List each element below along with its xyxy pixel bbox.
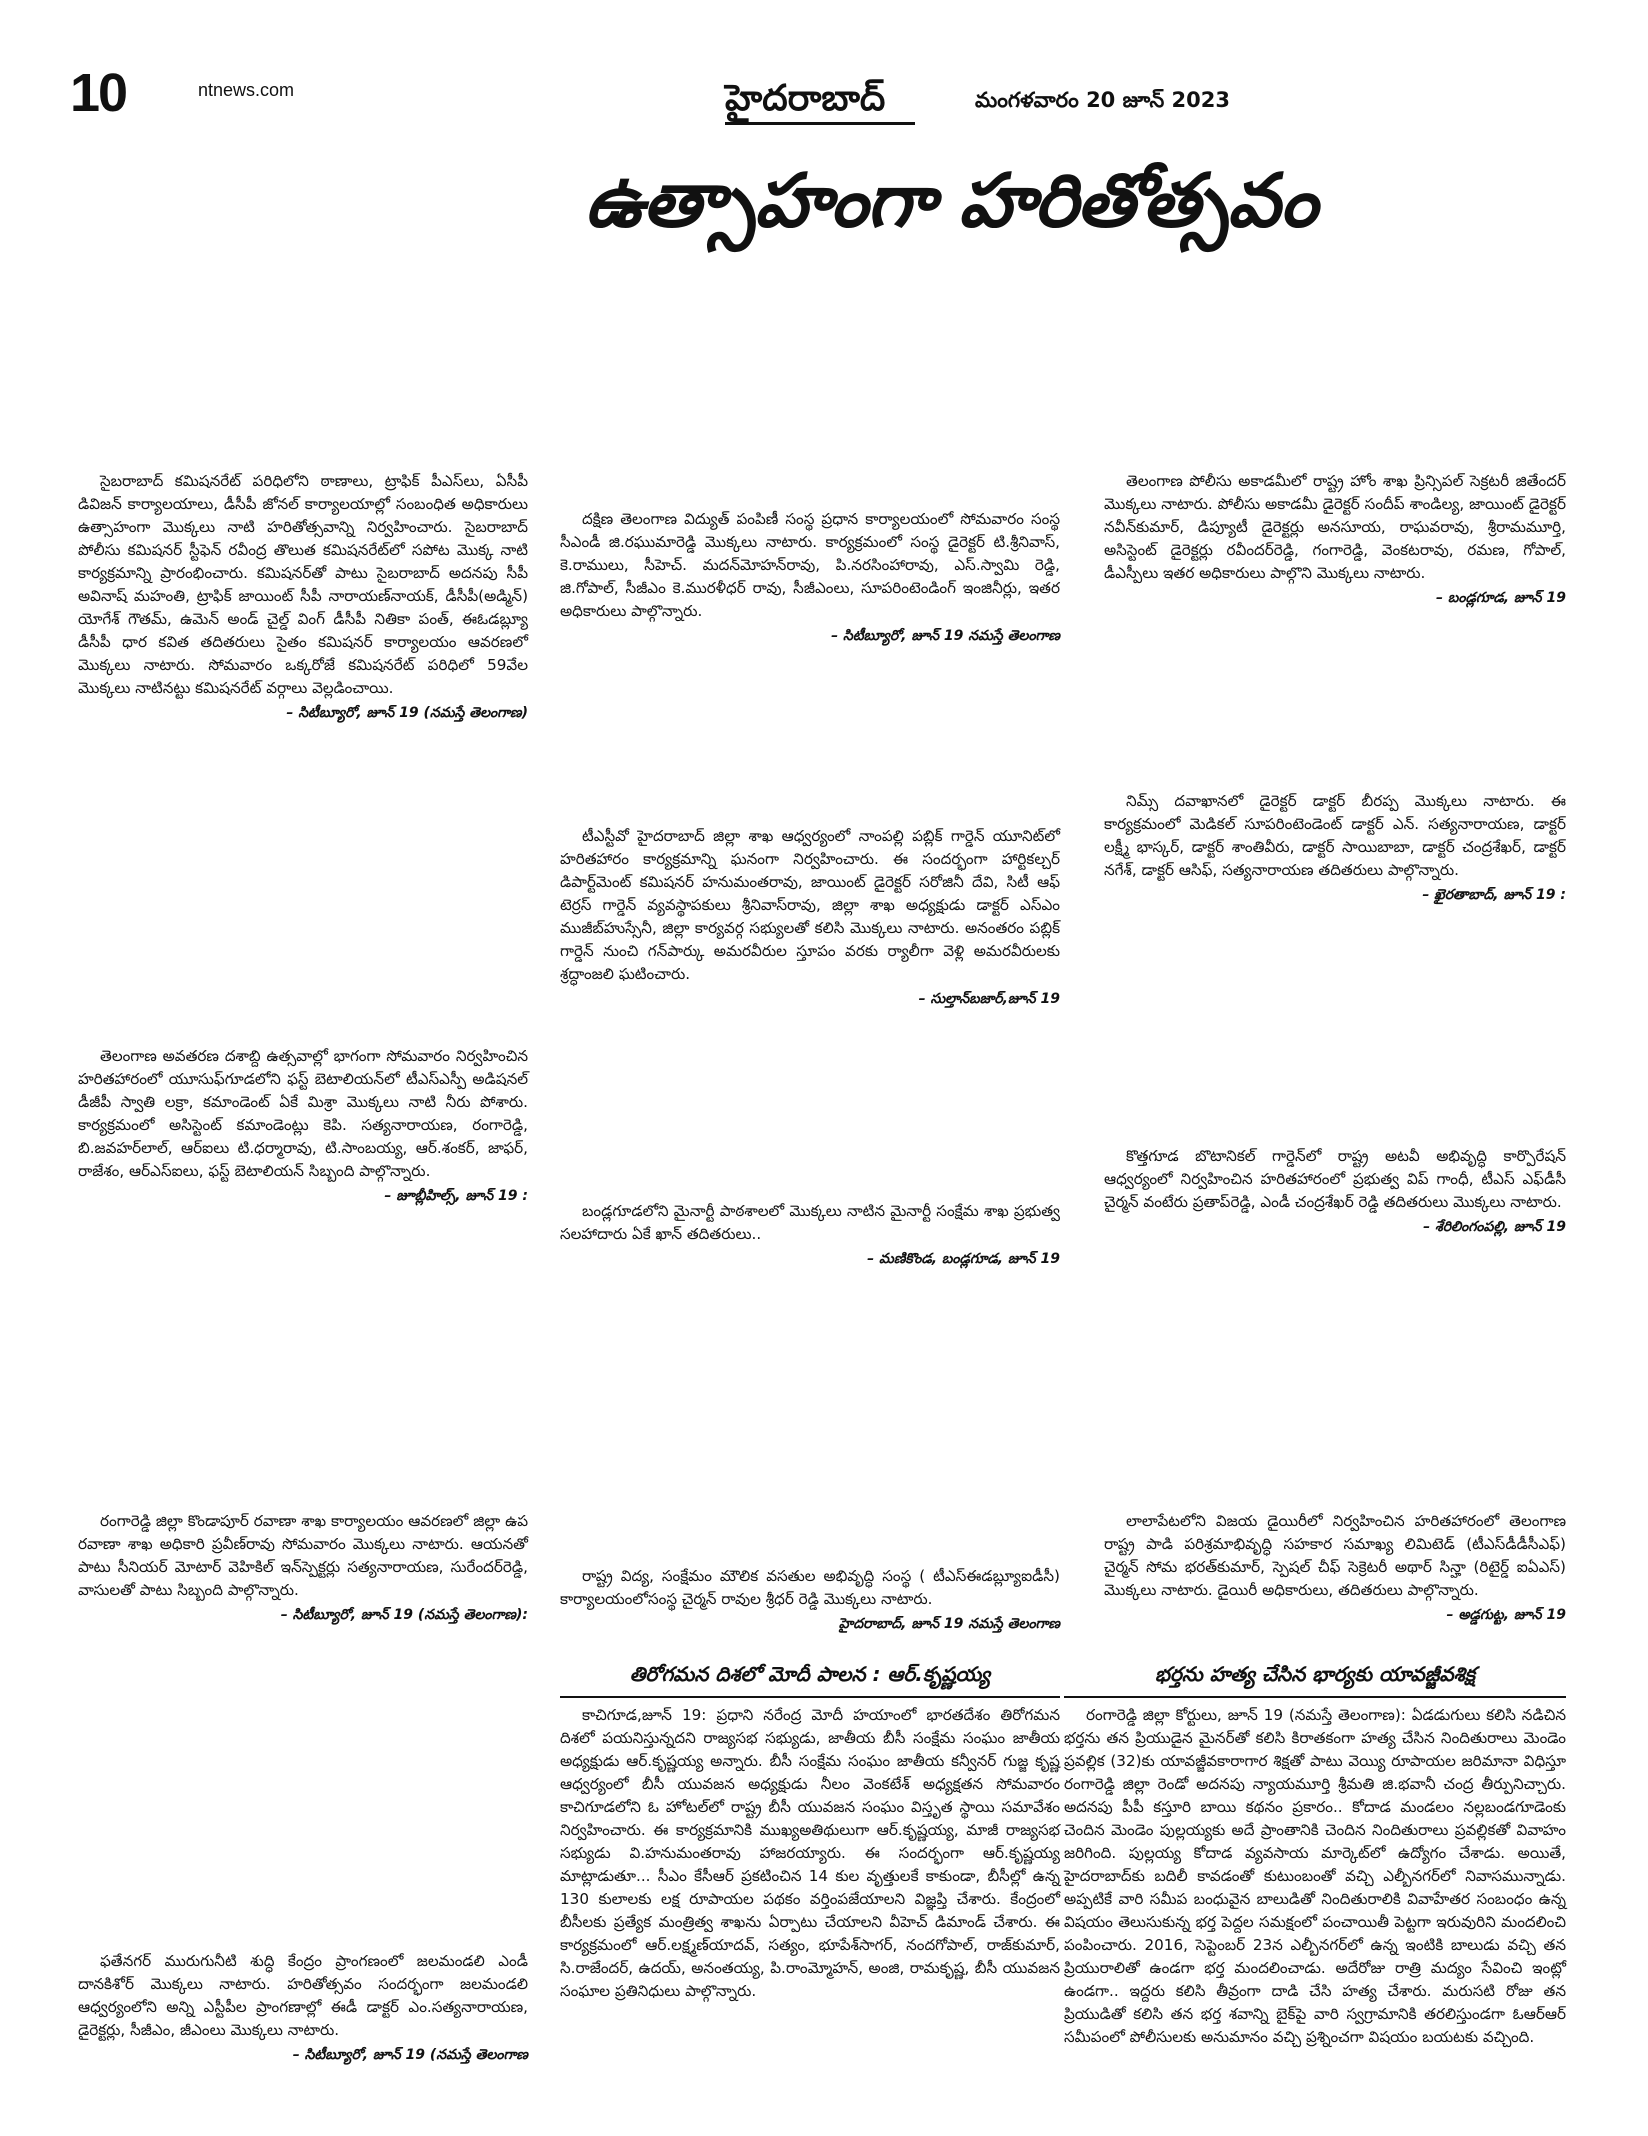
story-body: బండ్లగూడలోని మైనార్టీ పాఠశాలలో మొక్కలు నాటిన మైనార్టీ సంక్షేమ శాఖ ప్రభుత్వ సలహాదారు ఏకే ఖాన్‌ తదితరులు..: [560, 1202, 1060, 1243]
story-water-board: [78, 1950, 528, 2065]
story-minority-school: [560, 1200, 1060, 1269]
page-headline: ఉత్సాహంగా హరితోత్సవం: [585, 158, 1317, 244]
story-nims: [1104, 790, 1566, 905]
story-body: తెలంగాణ పోలీసు అకాడమీలో రాష్ట్ర హోం శాఖ ప్రిన్సిపల్‌ సెక్రటరీ జితేందర్‌ మొక్కలు నాటారు. పోలీసు అకాడమీ డైరెక్టర్‌ సందీప్‌ శాండిల్య, జాయింట్‌ డైరెక్టర్‌ నవీన్‌కుమార్‌, డిప్యూటీ డైరెక్టర్లు అనసూయ, రాఘవరావు, శ్రీరామమూర్తి, అసిస్టెంట్‌ డైరెక్టర్లు రవీందర్‌రెడ్డి, గంగారెడ్డి, వెంకటరావు, రమణ, గోపాల్‌, డీఎస్పీలు ఇతర అధికారులు పాల్గొని మొక్కలు నాటారు.: [1104, 472, 1566, 582]
feature-title-rule: [560, 1696, 1060, 1698]
site-url: ntnews.com: [198, 80, 295, 100]
page-number: 10: [70, 63, 127, 123]
feature-title: భర్తను హత్య చేసిన భార్యకు యావజ్జీవశిక్ష: [1154, 1662, 1476, 1686]
feature-body: రంగారెడ్డి జిల్లా కోర్టులు, జూన్‌ 19 (నమస్తే తెలంగాణ): ఏడడుగులు కలిసి నడిచిన భర్తను తన ప్రియుడైన మైనర్‌తో కలిసి కిరాతకంగా హత్య చేసిన నిందితురాలు మెండెం ప్రవల్లిక (32)కు యావజ్జీవకారాగార శిక్షతో పాటు వెయ్యి రూపాయల జరిమానా విధిస్తూ రంగారెడ్డి జిల్లా రెండో అదనపు న్యాయమూర్తి శ్రీమతి జి.భవానీ చంద్ర తీర్పునిచ్చారు. అదనపు పీపీ కస్తూరి బాయి కథనం ప్రకారం.. కోదాడ మండలం నల్లబండగూడెంకు చెందిన మెండెం పుల్లయ్యకు అదే ప్రాంతానికి చెందిన నిందితురాలు ప్రవల్లికతో వివాహం జరిగింది. పుల్లయ్య కోదాడ వ్యవసాయ మార్కెట్‌లో ఉద్యోగం చేశాడు. అయితే, హైదరాబాద్‌కు బదిలీ కావడంతో కుటుంబంతో వచ్చి ఎల్బీనగర్‌లో నివాసమున్నాడు. అప్పటికే వారి సమీప బంధువైన బాలుడితో నిందితురాలికి వివాహేతర సంబంధం ఉన్న విషయం తెలుసుకున్న భర్త పెద్దల సమక్షంలో పంచాయితీ పెట్టగా ఇరువురిని మందలించి పంపించారు. 2016, సెప్టెంబర్‌ 23న ఎల్బీనగర్‌లో ఉన్న ఇంటికి బాలుడు వచ్చి తన ప్రియురాలితో ఉండగా భర్త మందలించాడు. అదేరోజు రాత్రి మద్యం సేవించి ఇంట్లో ఉండగా.. ఇద్దరు కలిసి తీవ్రంగా దాడి చేసి హత్య చేశారు. మరుసటి రోజు తన ప్రియుడితో కలిసి తన భర్త శవాన్ని బైక్‌పై వారి స్వగ్రామానికి తరలిస్తుండగా ఓఆర్‌ఆర్‌ సమీపంలో పోలీసులకు అనుమానం వచ్చి ప్రశ్నించగా విషయం బయటకు వచ్చింది.: [1064, 1706, 1566, 2046]
story-first-battalion: [78, 1045, 528, 1206]
story-credit: – బండ్లగూడ, జూన్‌ 19: [1436, 590, 1566, 606]
story-credit: – అడ్డగుట్ట, జూన్‌ 19: [1446, 1607, 1566, 1623]
story-body: రంగారెడ్డి జిల్లా కొండాపూర్‌ రవాణా శాఖ కార్యాలయం ఆవరణలో జిల్లా ఉప రవాణా శాఖ అధికారి ప్రవీణ్‌రావు సోమవారం మొక్కలు నాటారు. ఆయనతో పాటు సీనియర్‌ మోటార్‌ వెహికిల్‌ ఇన్‌స్పెక్టర్లు సత్యనారాయణ, సురేందర్‌రెడ్డి, వాసులతో పాటు సిబ్బంది పాల్గొన్నారు.: [78, 1512, 528, 1599]
story-botanical-garden: [1104, 1145, 1566, 1237]
story-credit: – సిటీబ్యూరో, జూన్‌ 19 (నమస్తే తెలంగాణ):: [280, 1607, 528, 1623]
story-credit: – శేరిలింగంపల్లి, జూన్‌ 19: [1423, 1219, 1566, 1235]
story-body: కొత్తగూడ బొటానికల్‌ గార్డెన్‌లో రాష్ట్ర అటవీ అభివృద్ధి కార్పొరేషన్‌ ఆధ్వర్యంలో నిర్వహించిన హరితహారంలో ప్రభుత్వ విప్‌ గాంధీ, టీఎస్‌ ఎఫ్‌డీసీ చైర్మన్‌ వంటేరు ప్రతాప్‌రెడ్డి, ఎండీ చంద్రశేఖర్‌ రెడ్డి తదితరులు మొక్కలు నాటారు.: [1104, 1147, 1566, 1211]
feature-title: తిరోగమన దిశలో మోదీ పాలన : ఆర్‌.కృష్ణయ్య: [629, 1662, 991, 1686]
story-body: సైబరాబాద్‌ కమిషనరేట్‌ పరిధిలోని ఠాణాలు, ట్రాఫిక్‌ పీఎస్‌లు, ఏసీపీ డివిజన్‌ కార్యాలయాలు, డీసీపీ జోనల్‌ కార్యాలయాల్లో సంబంధిత అధికారులు ఉత్సాహంగా మొక్కలు నాటి హరితోత్సవాన్ని నిర్వహించారు. సైబరాబాద్‌ పోలీసు కమిషనర్‌ స్టీఫెన్‌ రవీంద్ర తొలుత కమిషనరేట్‌లో సపోట మొక్క నాటి కార్యక్రమాన్ని ప్రారంభించారు. కమిషనర్‌తో పాటు సైబరాబాద్‌ అదనపు సీపీ అవినాష్‌ మహంతి, ట్రాఫిక్‌ జాయింట్‌ సీపీ నారాయణ్‌నాయక్‌, డీసీపీ(అడ్మిన్‌) యోగేశ్‌ గౌతమ్‌, ఉమెన్‌ అండ్‌ చైల్డ్‌ వింగ్‌ డీసీపీ నితికా పంత్‌, ఈఓడబ్ల్యూ డీసీపీ ధార కవిత తదితరులు సైతం కమిషనర్‌ కార్యాలయం ఆవరణలో మొక్కలు నాటారు. సోమవారం ఒక్కరోజే కమిషనరేట్‌ పరిధిలో 59వేల మొక్కలు నాటినట్టు కమిషనరేట్‌ వర్గాలు వెల్లడించాయి.: [78, 472, 528, 697]
story-body: టీఎస్టీవో హైదరాబాద్‌ జిల్లా శాఖ ఆధ్వర్యంలో నాంపల్లి పబ్లిక్‌ గార్డెన్‌ యూనిట్‌లో హరితహారం కార్యక్రమాన్ని ఘనంగా నిర్వహించారు. ఈ సందర్భంగా హార్టికల్చర్‌ డిపార్ట్‌మెంట్‌ కమిషనర్‌ హనుమంతరావు, జాయింట్‌ డైరెక్టర్‌ సరోజినీ దేవి, సిటీ ఆఫ్‌ టెర్రస్‌ గార్డెన్‌ వ్యవస్థాపకులు శ్రీనివాస్‌రావు, జిల్లా శాఖ అధ్యక్షుడు డాక్టర్‌ ఎస్‌ఎం ముజీబ్‌హుస్సేనీ, జిల్లా కార్యవర్గ సభ్యులతో కలిసి మొక్కలు నాటారు. అనంతరం పబ్లిక్‌ గార్డెన్‌ నుంచి గన్‌పార్కు అమరవీరుల స్తూపం వరకు ర్యాలీగా వెళ్లి అమరవీరులకు శ్రద్ధాంజలి ఘటించారు.: [560, 827, 1060, 983]
story-body: ఫతేనగర్‌ మురుగునీటి శుద్ధి కేంద్రం ప్రాంగణంలో జలమండలి ఎండీ దానకిశోర్‌ మొక్కలు నాటారు. హరితోత్సవం సందర్భంగా జలమండలి ఆధ్వర్యంలోని అన్ని ఎస్టీపీల ప్రాంగణాల్లో ఈడీ డాక్టర్‌ ఎం.సత్యనారాయణ, డైరెక్టర్లు, సీజీఎం, జీఎంలు మొక్కలు నాటారు.: [78, 1952, 528, 2039]
story-body: రాష్ట్ర విద్య, సంక్షేమం మౌలిక వసతుల అభివృద్ధి సంస్థ ( టీఎస్‌ఈడబ్ల్యూఐడీసీ) కార్యాలయంలోసంస్థ చైర్మన్‌ రావుల శ్రీధర్‌ రెడ్డి మొక్కలు నాటారు.: [560, 1567, 1060, 1608]
story-tsewidc: [560, 1565, 1060, 1634]
story-credit: హైదరాబాద్‌, జూన్‌ 19 నమస్తే తెలంగాణ: [838, 1616, 1060, 1632]
feature-title-rule: [1064, 1696, 1566, 1698]
issue-date: మంగళవారం 20 జూన్‌ 2023: [975, 88, 1230, 112]
story-public-garden: [560, 825, 1060, 1009]
feature-modi-rule: [560, 1662, 1060, 2003]
feature-body: కాచిగూడ,జూన్‌ 19: ప్రధాని నరేంద్ర మోదీ హయాంలో భారతదేశం తిరోగమన దిశలో పయనిస్తున్నదని రాజ్యసభ సభ్యుడు, జాతీయ బీసీ సంక్షేమ సంఘం జాతీయ అధ్యక్షుడు ఆర్‌.కృష్ణయ్య అన్నారు. బీసీ సంక్షేమ సంఘం జాతీయ కన్వీనర్‌ గుజ్జ కృష్ణ ఆధ్వర్యంలో బీసీ యువజన అధ్యక్షుడు నీలం వెంకటేశ్‌ అధ్యక్షతన సోమవారం కాచిగూడలోని ఓ హోటల్‌లో రాష్ట్ర బీసీ యువజన సంఘం విస్తృత స్థాయి సమావేశం నిర్వహించారు. ఈ కార్యక్రమానికి ముఖ్యఅతిథులుగా ఆర్‌.కృష్ణయ్య, మాజీ రాజ్యసభ సభ్యుడు వి.హనుమంతరావు హాజరయ్యారు. ఈ సందర్భంగా ఆర్‌.కృష్ణయ్య మాట్లాడుతూ... సీఎం కేసీఆర్‌ ప్రకటించిన 14 కుల వృత్తులకే కాకుండా, బీసీల్లో ఉన్న 130 కులాలకు లక్ష రూపాయల పథకం వర్తింపజేయాలని విజ్ఞప్తి చేశారు. కేంద్రంలో బీసీలకు ప్రత్యేక మంత్రిత్వ శాఖను ఏర్పాటు చేయాలని వీహెచ్‌ డిమాండ్‌ చేశారు. ఈ కార్యక్రమంలో ఆర్‌.లక్ష్మణ్‌యాదవ్‌, సత్యం, భూపేశ్‌సాగర్‌, నందగోపాల్‌, రాజ్‌కుమార్‌, సి.రాజేందర్‌, ఉదయ్‌, అనంతయ్య, పి.రాంమ్మోహన్‌, అంజి, రామకృష్ణ, బీసీ యువజన సంఘాల ప్రతినిధులు పాల్గొన్నారు.: [560, 1706, 1060, 2000]
story-body: నిమ్స్‌ దవాఖానలో డైరెక్టర్‌ డాక్టర్‌ బీరప్ప మొక్కలు నాటారు. ఈ కార్యక్రమంలో మెడికల్‌ సూపరింటెండెంట్‌ డాక్టర్‌ ఎన్‌. సత్యనారాయణ, డాక్టర్‌ లక్ష్మీ భాస్కర్‌, డాక్టర్‌ శాంతివీరు, డాక్టర్‌ సాయిబాబా, డాక్టర్‌ చంద్రశేఖర్‌, డాక్టర్‌ నగేశ్‌, డాక్టర్‌ ఆసిఫ్‌, సత్యనారాయణ తదితరులు పాల్గొన్నారు.: [1104, 792, 1566, 879]
story-body: దక్షిణ తెలంగాణ విద్యుత్‌ పంపిణీ సంస్థ ప్రధాన కార్యాలయంలో సోమవారం సంస్థ సీఎండీ జి.రఘుమారెడ్డి మొక్కలు నాటారు. కార్యక్రమంలో సంస్థ డైరెక్టర్‌ టి.శ్రీనివాస్‌, కె.రాములు, సీహెచ్‌. మదన్‌మోహన్‌రావు, పి.నరసింహారావు, ఎస్‌.స్వామి రెడ్డి, జి.గోపాల్‌, సీజీఎం కె.మురళీధర్‌ రావు, సీజీఎంలు, సూపరింటెండింగ్‌ ఇంజినీర్లు, ఇతర అధికారులు పాల్గొన్నారు.: [560, 510, 1060, 620]
story-vijaya-dairy: [1104, 1510, 1566, 1625]
story-body: లాలాపేటలోని విజయ డైయిరీలో నిర్వహించిన హరితహారంలో తెలంగాణ రాష్ట్ర పాడి పరిశ్రమాభివృద్ధి సహకార సమాఖ్య లిమిటెడ్‌ (టీఎస్‌డీడీసీఎఫ్‌) చైర్మన్‌ సోమ భరత్‌కుమార్‌, స్పెషల్‌ చీఫ్‌ సెక్రెటరీ అథార్‌ సిన్హా (రిటైర్డ్‌ ఐఏఎస్‌) మొక్కలు నాటారు. డైయిరీ అధికారులు, తదితరులు పాల్గొన్నారు.: [1104, 1512, 1566, 1599]
story-tsspdcl: [560, 508, 1060, 646]
story-credit: – ఖైరతాబాద్‌, జూన్‌ 19 :: [1422, 887, 1566, 903]
story-credit: – సిటీబ్యూరో, జూన్‌ 19 (నమస్తే తెలంగాణ): [286, 705, 528, 721]
section-title: హైదరాబాద్‌: [725, 78, 886, 119]
story-police-academy: [1104, 470, 1566, 608]
story-credit: – సిటీబ్యూరో, జూన్‌ 19 (నమస్తే తెలంగాణ: [292, 2047, 528, 2063]
section-underline: [725, 122, 915, 125]
story-cyberabad: [78, 470, 528, 723]
story-body: తెలంగాణ అవతరణ దశాబ్ది ఉత్సవాల్లో భాగంగా సోమవారం నిర్వహించిన హరితహారంలో యూసుఫ్‌గూడలోని ఫస్ట్‌ బెటాలియన్‌లో టీఎస్‌ఎస్పీ అడిషనల్‌ డీజీపీ స్వాతి లక్రా, కమాండెంట్‌ ఏకే మిశ్రా మొక్కలు నాటి నీరు పోశారు. కార్యక్రమంలో అసిస్టెంట్‌ కమాండెంట్లు కెపి. సత్యనారాయణ, రంగారెడ్డి, బి.జవహర్‌లాల్‌, ఆర్‌ఐలు టి.ధర్మారావు, టి.సాంబయ్య, ఆర్‌.శంకర్‌, జాఫర్‌, రాజేశం, ఆర్‌ఎస్‌ఐలు, ఫస్ట్‌ బెటాలియన్‌ సిబ్బంది పాల్గొన్నారు.: [78, 1047, 528, 1180]
story-credit: – మణికొండ, బండ్లగూడ, జూన్‌ 19: [867, 1251, 1060, 1267]
feature-life-sentence: [1064, 1662, 1566, 2049]
story-credit: – సుల్తాన్‌బజార్‌,జూన్‌ 19: [918, 991, 1060, 1007]
story-rta-kondapur: [78, 1510, 528, 1625]
story-credit: – సిటీబ్యూరో, జూన్‌ 19 నమస్తే తెలంగాణ: [831, 628, 1060, 644]
story-credit: – జూబ్లీహిల్స్‌, జూన్‌ 19 :: [384, 1188, 528, 1204]
